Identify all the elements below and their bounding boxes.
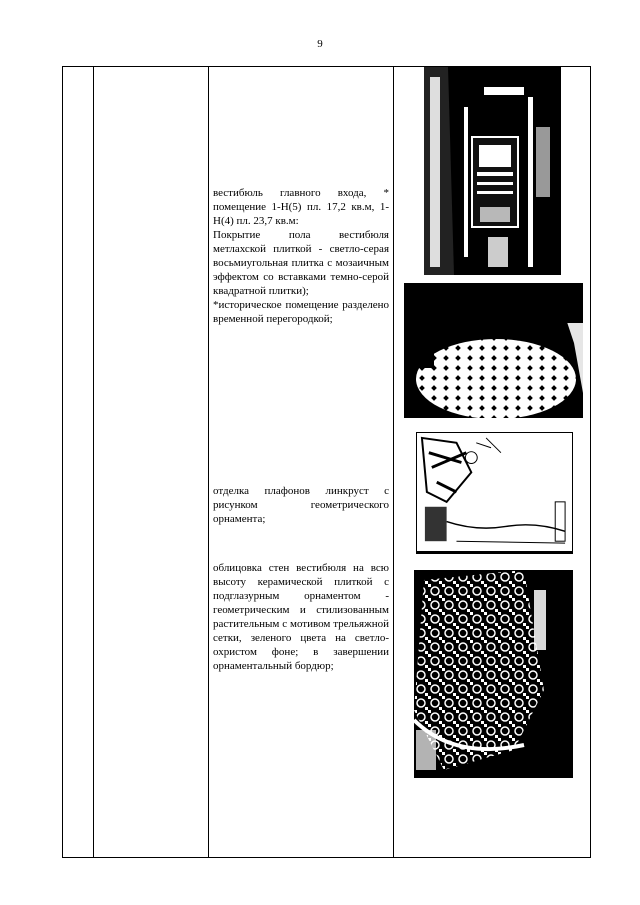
description-ceiling bbox=[213, 484, 389, 526]
wall-tile-photo bbox=[414, 570, 573, 778]
page-number: 9 bbox=[317, 38, 323, 50]
tiled-floor-photo bbox=[404, 283, 583, 418]
corridor-photo bbox=[424, 67, 561, 275]
ceiling-ornament-photo bbox=[416, 432, 573, 554]
description-line: Покрытие пола вестибюля метлахской плиткой - светло-серая восьмиугольная плитка с мозаичным эффектом со вставками темно-серой квадратной плитки); bbox=[213, 229, 389, 297]
description-wall-tiles bbox=[213, 561, 389, 673]
description-line: *историческое помещение разделено временной перегородкой; bbox=[213, 299, 389, 325]
column-divider bbox=[208, 67, 209, 857]
description-vestibule-floor bbox=[213, 186, 389, 326]
description-line: отделка плафонов линкруст с рисунком геометрического орнамента; bbox=[213, 485, 389, 525]
description-line: вестибюль главного входа, * помещение 1-Н(5) пл. 17,2 кв.м, 1-Н(4) пл. 23,7 кв.м: bbox=[213, 187, 389, 227]
column-divider bbox=[393, 67, 394, 857]
description-line: облицовка стен вестибюля на всю высоту керамической плиткой с подглазурным орнаментом - геометрическим и стилизованным растительным с мотивом трельяжной сетки, зеленого цвета на светло-охристом фоне; в завершении орнаментальный бордюр; bbox=[213, 562, 389, 672]
column-divider bbox=[93, 67, 94, 857]
